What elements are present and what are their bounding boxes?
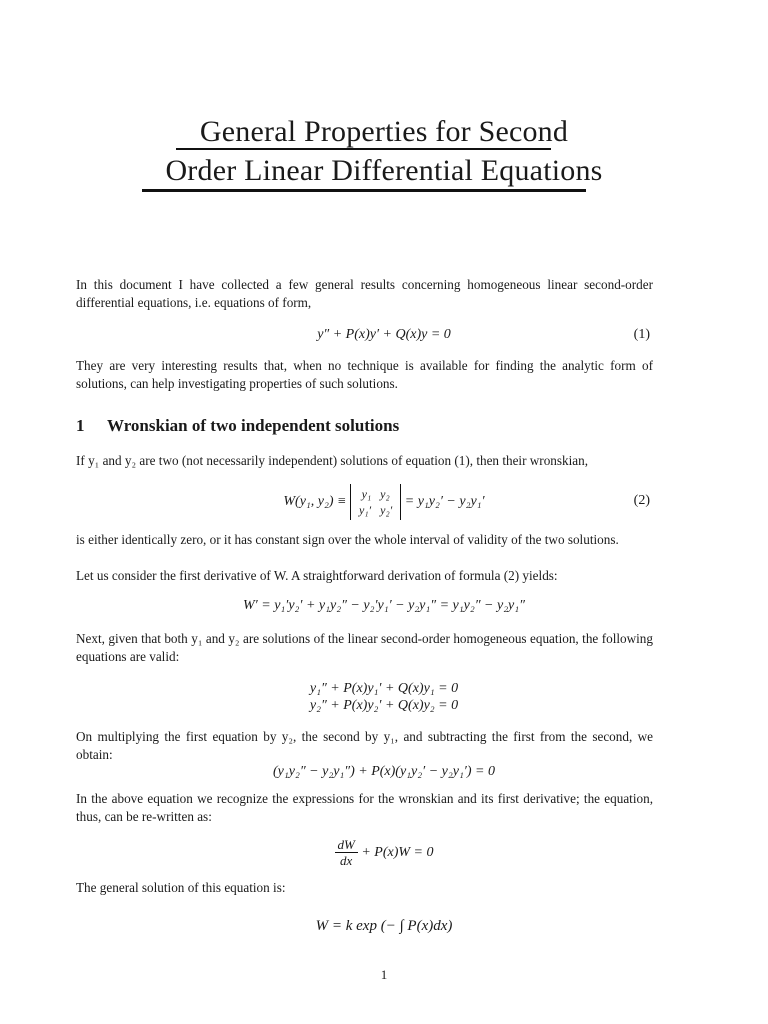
title-rule-bottom (142, 189, 586, 192)
title-line-2: Order Linear Differential Equations (165, 154, 603, 187)
equation-5: (y₁y₂″ − y₂y₁″) + P(x)(y₁y₂′ − y₂y₁′) = 0 (273, 764, 495, 779)
equation-1-number: (1) (633, 327, 650, 342)
equation-2-left: W(y₁, y₂) ≡ (283, 494, 347, 510)
equation-1: y″ + P(x)y′ + Q(x)y = 0 (317, 327, 451, 342)
section-1-paragraph-5: On multiplying the first equation by y₂, the second by y₁, and subtracting the first from the second, we obtain: (76, 729, 653, 762)
fraction-numerator: dW (335, 837, 358, 853)
equation-4a: y₁″ + P(x)y₁′ + Q(x)y₁ = 0 (309, 681, 459, 696)
determinant-row-2: y₁′ y₂′ (359, 503, 393, 517)
section-1-paragraph-1: If y₁ and y₂ are two (not necessarily independent) solutions of equation (1), then their wronskian, (76, 453, 589, 468)
section-1-title: Wronskian of two independent solutions (107, 416, 400, 435)
intro-paragraph-1: In this document I have collected a few general results concerning homogeneous linear second-order differential equations, i.e. equations of form, (76, 277, 653, 310)
equation-6-rest: + P(x)W = 0 (361, 845, 434, 860)
section-1-paragraph-2: is either identically zero, or it has constant sign over the whole interval of validity of the two solutions. (76, 532, 619, 547)
equation-2 (0, 484, 768, 520)
page-number: 1 (380, 967, 388, 982)
intro-paragraph-2: They are very interesting results that, when no technique is available for finding the analytic form of solutions, can help investigating properties of such solutions. (76, 358, 653, 391)
determinant-row-1: y₁ y₂ (361, 487, 390, 501)
derivative-fraction (335, 837, 358, 868)
section-1-paragraph-6: In the above equation we recognize the expressions for the wronskian and its first derivative; the equation, thus, can be re-written as: (76, 791, 653, 824)
fraction-denominator: dx (340, 853, 353, 869)
section-1-number: 1 (76, 416, 85, 435)
equation-3: W′ = y₁′y₂′ + y₁y₂″ − y₂′y₁′ − y₂y₁″ = y₁y₂″ − y₂y₁″ (243, 598, 525, 613)
title-line-1: General Properties for Second (199, 115, 569, 148)
section-1-paragraph-7: The general solution of this equation is: (76, 880, 286, 895)
wronskian-determinant (350, 484, 401, 520)
equation-4b: y₂″ + P(x)y₂′ + Q(x)y₂ = 0 (309, 698, 459, 713)
equation-2-number: (2) (633, 493, 650, 508)
equation-2-right: = y₁y₂′ − y₂y₁′ (404, 494, 485, 510)
equation-7: W = k exp (− ∫ P(x)dx) (315, 918, 453, 934)
section-1-paragraph-4: Next, given that both y₁ and y₂ are solutions of the linear second-order homogeneous equation, the following equations are valid: (76, 631, 653, 664)
equation-6 (0, 836, 768, 870)
section-1-paragraph-3: Let us consider the first derivative of W. A straightforward derivation of formula (2) yields: (76, 568, 558, 583)
section-1-heading (76, 416, 399, 436)
